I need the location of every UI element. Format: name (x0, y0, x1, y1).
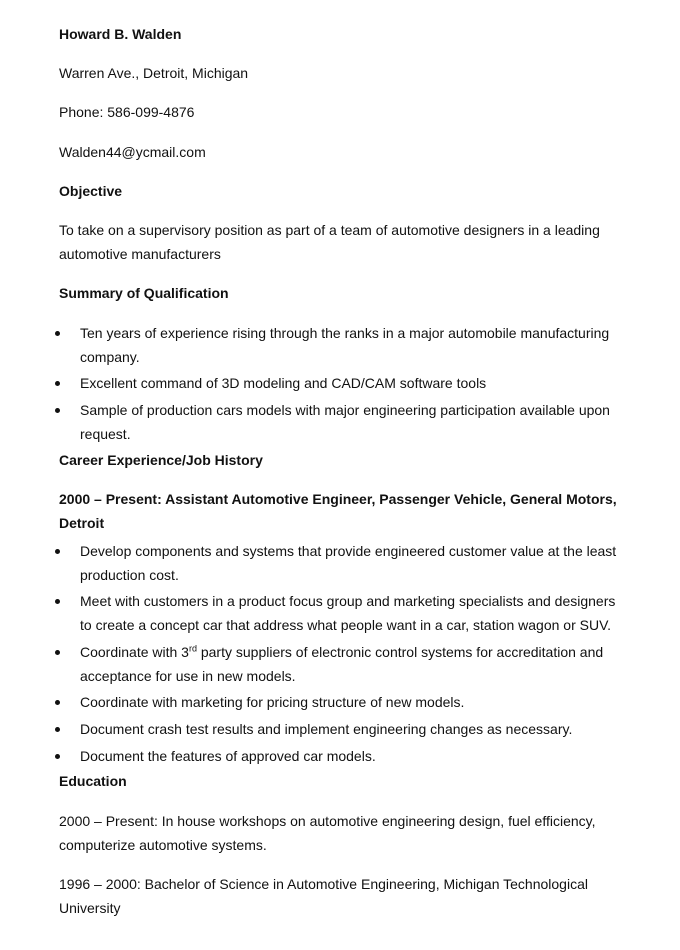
list-item-text: Meet with customers in a product focus group and marketing specialists and designers to create a concept car that address what people want in a car, station wagon or SUV. (80, 593, 616, 633)
list-item-text: Sample of production cars models with major engineering participation available upon request. (80, 402, 610, 442)
address: Warren Ave., Detroit, Michigan (59, 65, 249, 81)
summary-list (0, 321, 680, 446)
list-item (0, 640, 630, 688)
bullet-icon (55, 650, 60, 655)
education-entry: 1996 – 2000: Bachelor of Science in Automotive Engineering, Michigan Technological University (59, 876, 588, 916)
bullet-icon (55, 599, 60, 604)
list-item (0, 398, 630, 446)
phone: Phone: 586-099-4876 (59, 104, 195, 120)
list-item (0, 321, 630, 369)
list-item (0, 589, 630, 637)
list-item (0, 744, 630, 768)
career-heading: Career Experience/Job History (59, 452, 263, 468)
list-item-text: Document the features of approved car models. (80, 748, 376, 764)
list-item-text: Develop components and systems that provide engineered customer value at the least production cost. (80, 543, 617, 583)
bullet-icon (55, 727, 60, 732)
education-heading: Education (59, 773, 127, 789)
bullet-icon (55, 700, 60, 705)
list-item-text: Coordinate with marketing for pricing structure of new models. (80, 694, 465, 710)
applicant-name: Howard B. Walden (59, 26, 182, 42)
job-title: 2000 – Present: Assistant Automotive Engineer, Passenger Vehicle, General Motors, Detroit (59, 491, 617, 531)
objective-heading: Objective (59, 183, 123, 199)
list-item (0, 717, 630, 741)
education-entry: 2000 – Present: In house workshops on automotive engineering design, fuel efficiency, computerize automotive systems. (59, 813, 596, 853)
list-item (0, 371, 630, 395)
summary-heading: Summary of Qualification (59, 285, 229, 301)
bullet-icon (55, 408, 60, 413)
list-item-text: Document crash test results and implement engineering changes as necessary. (80, 721, 573, 737)
bullet-icon (55, 381, 60, 386)
bullet-icon (55, 754, 60, 759)
list-item-text: Excellent command of 3D modeling and CAD/CAM software tools (80, 375, 487, 391)
email: Walden44@ycmail.com (59, 144, 206, 160)
list-item-text: Coordinate with 3rd party suppliers of electronic control systems for accreditation and acceptance for use in new models. (80, 643, 604, 684)
list-item-text: Ten years of experience rising through the ranks in a major automobile manufacturing company. (80, 325, 610, 365)
list-item (0, 690, 630, 714)
list-item (0, 539, 630, 587)
objective-text: To take on a supervisory position as part of a team of automotive designers in a leading automotive manufacturers (59, 222, 600, 262)
bullet-icon (55, 549, 60, 554)
career-list (0, 539, 680, 768)
bullet-icon (55, 331, 60, 336)
